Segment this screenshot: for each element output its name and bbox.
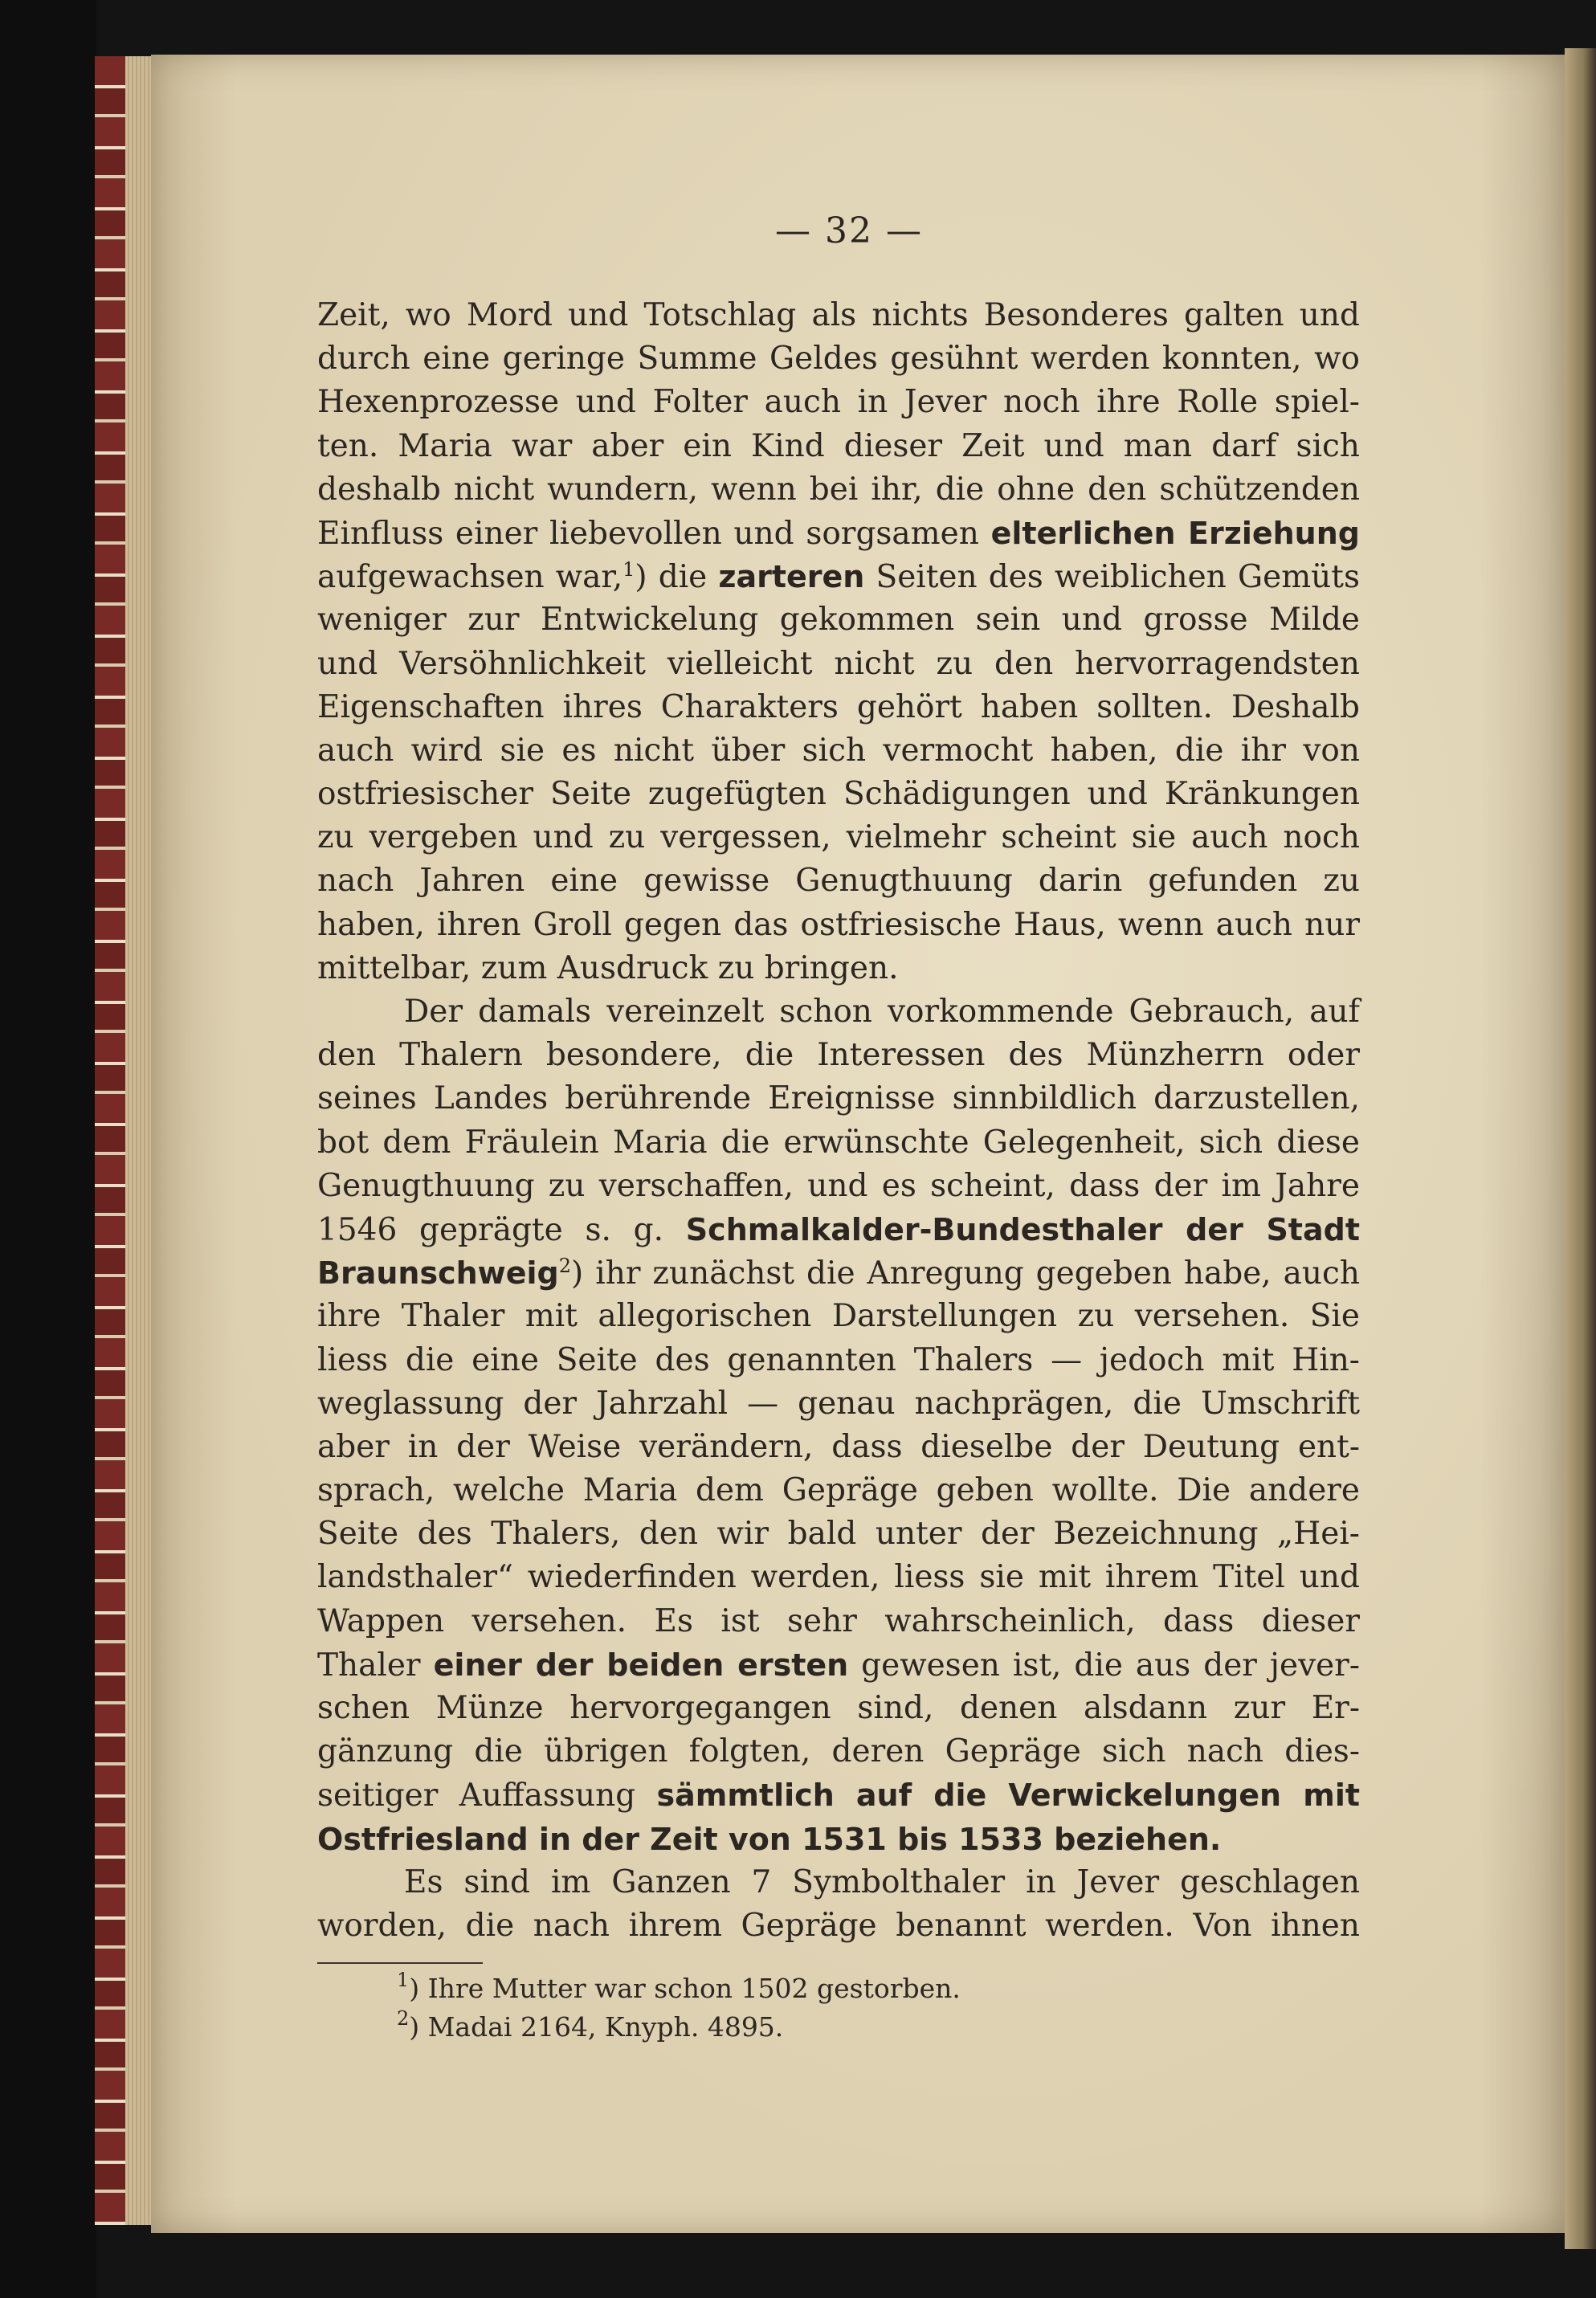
page-number: — 32 — — [775, 210, 923, 251]
page-right-edge — [1565, 48, 1596, 2249]
text-run: mittelbar, zum Ausdruck zu bringen. — [317, 949, 899, 986]
footnote-number: 2 — [397, 2007, 410, 2030]
text-run: Seiten des weiblichen Gemüts — [864, 559, 1360, 596]
text-run: nach Jahren eine gewisse Genugthuung darin gefunden zu — [317, 863, 1360, 900]
text-run: sprach, welche Maria dem Gepräge geben wollte. Die andere — [317, 1472, 1360, 1509]
book-binding — [95, 56, 127, 2225]
text-run: Eigenschaften ihres Charakters gehört haben sollten. Deshalb — [317, 688, 1360, 725]
text-run: Wappen versehen. Es ist sehr wahrscheinlich, dass dieser — [317, 1602, 1360, 1639]
text-run: Thaler — [317, 1647, 434, 1684]
text-line — [317, 1426, 1360, 1469]
text-run: liess die eine Seite des genannten Thalers — jedoch mit Hin- — [317, 1341, 1360, 1378]
text-run: ) ihr zunächst die Anregung gegeben habe, auch — [571, 1255, 1360, 1292]
emphasis-text: Ostfriesland in der Zeit von 1531 bis 1533 beziehen. — [317, 1821, 1222, 1857]
text-line — [317, 904, 1360, 947]
footnote-marker: 1 — [622, 558, 635, 582]
emphasis-text: elterlichen Erziehung — [990, 515, 1360, 551]
text-line — [317, 555, 1360, 598]
text-run: 1546 geprägte s. g. — [317, 1211, 686, 1248]
text-line — [317, 816, 1360, 859]
text-line — [317, 1904, 1360, 1948]
text-line — [317, 512, 1360, 555]
text-line — [317, 294, 1360, 337]
text-run: deshalb nicht wundern, wenn bei ihr, die ohne den schützenden — [317, 471, 1360, 508]
text-line — [317, 1469, 1360, 1512]
text-run: gänzung die übrigen folgten, deren Gepräge sich nach dies- — [317, 1733, 1360, 1770]
body-text — [317, 294, 1360, 1948]
footnote-text: ) Ihre Mutter war schon 1502 gestorben. — [409, 1973, 961, 2004]
text-line — [317, 1861, 1360, 1904]
text-run: Genugthuung zu verschaffen, und es scheint, dass der im Jahre — [317, 1167, 1360, 1204]
text-run: den Thalern besondere, die Interessen des Münzherrn oder — [317, 1037, 1360, 1074]
text-run: haben, ihren Groll gegen das ostfriesische Haus, wenn auch nur — [317, 906, 1360, 943]
text-line — [317, 1774, 1360, 1817]
text-line — [317, 1556, 1360, 1599]
footnotes — [397, 1969, 1280, 2047]
footnote-number: 1 — [397, 1969, 410, 1991]
text-line — [317, 1687, 1360, 1730]
footnote — [397, 1969, 1280, 2008]
text-line — [317, 1382, 1360, 1426]
emphasis-text: Braunschweig — [317, 1255, 559, 1292]
text-run: durch eine geringe Summe Geldes gesühnt werden konnten, wo — [317, 341, 1360, 378]
emphasis-text: zarteren — [718, 559, 865, 595]
text-line — [317, 598, 1360, 642]
footnote-rule — [317, 1962, 483, 1964]
text-line — [317, 947, 1360, 990]
text-line — [317, 1730, 1360, 1774]
text-run: worden, die nach ihrem Gepräge benannt werden. Von ihnen — [317, 1907, 1360, 1944]
text-run: Einfluss einer liebevollen und sorgsamen — [317, 515, 991, 552]
text-line — [317, 1121, 1360, 1165]
text-line — [317, 773, 1360, 816]
text-run: schen Münze hervorgegangen sind, denen alsdann zur Er- — [317, 1690, 1360, 1726]
text-line — [317, 643, 1360, 686]
text-run: Zeit, wo Mord und Totschlag als nichts Besonderes galten und — [317, 297, 1360, 333]
text-line — [317, 1165, 1360, 1208]
text-run: seitiger Auffassung — [317, 1778, 657, 1814]
text-line — [317, 1295, 1360, 1338]
text-line — [317, 425, 1360, 468]
text-run: ten. Maria war aber ein Kind dieser Zeit und man darf sich — [317, 427, 1360, 464]
emphasis-text: sämmtlich auf die Verwickelungen mit — [656, 1778, 1361, 1814]
text-line — [317, 1339, 1360, 1382]
text-run: Seite des Thalers, den wir bald unter der Bezeichnung „Hei- — [317, 1516, 1360, 1553]
footnote — [397, 2008, 1280, 2047]
text-line — [317, 1512, 1360, 1556]
text-run: auch wird sie es nicht über sich vermocht haben, die ihr von — [317, 732, 1360, 769]
text-run: zu vergeben und zu vergessen, vielmehr scheint sie auch noch — [317, 819, 1360, 856]
text-run: aufgewachsen war, — [317, 559, 623, 596]
footnote-marker: 2 — [558, 1255, 572, 1278]
text-run: gewesen ist, die aus der jever- — [848, 1647, 1360, 1684]
emphasis-text: Schmalkalder-Bundesthaler der Stadt — [685, 1211, 1360, 1247]
text-run: ostfriesischer Seite zugefügten Schädigungen und Kränkungen — [317, 776, 1360, 813]
text-line — [317, 1208, 1360, 1251]
book-spine-shadow — [0, 0, 96, 2298]
text-line — [317, 859, 1360, 903]
text-run: seines Landes berührende Ereignisse sinnbildlich darzustellen, — [317, 1080, 1360, 1117]
text-run: und Versöhnlichkeit vielleicht nicht zu den hervorragendsten — [317, 645, 1360, 682]
footnote-text: ) Madai 2164, Knyph. 4895. — [409, 2011, 784, 2043]
text-run: ihre Thaler mit allegorischen Darstellungen zu versehen. Sie — [317, 1298, 1360, 1335]
text-run: aber in der Weise verändern, dass dieselbe der Deutung ent- — [317, 1428, 1360, 1465]
text-run: bot dem Fräulein Maria die erwünschte Gelegenheit, sich diese — [317, 1124, 1360, 1161]
text-run: Es sind im Ganzen 7 Symbolthaler in Jever geschlagen — [404, 1863, 1360, 1900]
page-edges — [125, 56, 151, 2225]
text-line — [317, 1077, 1360, 1120]
text-line — [317, 1034, 1360, 1077]
text-run: Hexenprozesse und Folter auch in Jever noch ihre Rolle spiel- — [317, 384, 1360, 421]
text-line — [317, 1251, 1360, 1295]
text-line — [317, 1818, 1360, 1861]
text-line — [317, 990, 1360, 1034]
text-line — [317, 686, 1360, 729]
text-line — [317, 729, 1360, 773]
text-run: Der damals vereinzelt schon vorkommende Gebrauch, auf — [404, 994, 1360, 1030]
text-run: landsthaler“ wiederfinden werden, liess sie mit ihrem Titel und — [317, 1559, 1360, 1596]
text-line — [317, 337, 1360, 381]
text-run: weglassung der Jahrzahl — genau nachprägen, die Umschrift — [317, 1385, 1360, 1422]
text-line — [317, 381, 1360, 424]
text-line — [317, 1600, 1360, 1643]
emphasis-text: einer der beiden ersten — [433, 1647, 849, 1683]
text-run: ) die — [635, 559, 719, 596]
text-run: weniger zur Entwickelung gekommen sein und grosse Milde — [317, 602, 1360, 639]
text-line — [317, 1643, 1360, 1687]
text-line — [317, 468, 1360, 512]
